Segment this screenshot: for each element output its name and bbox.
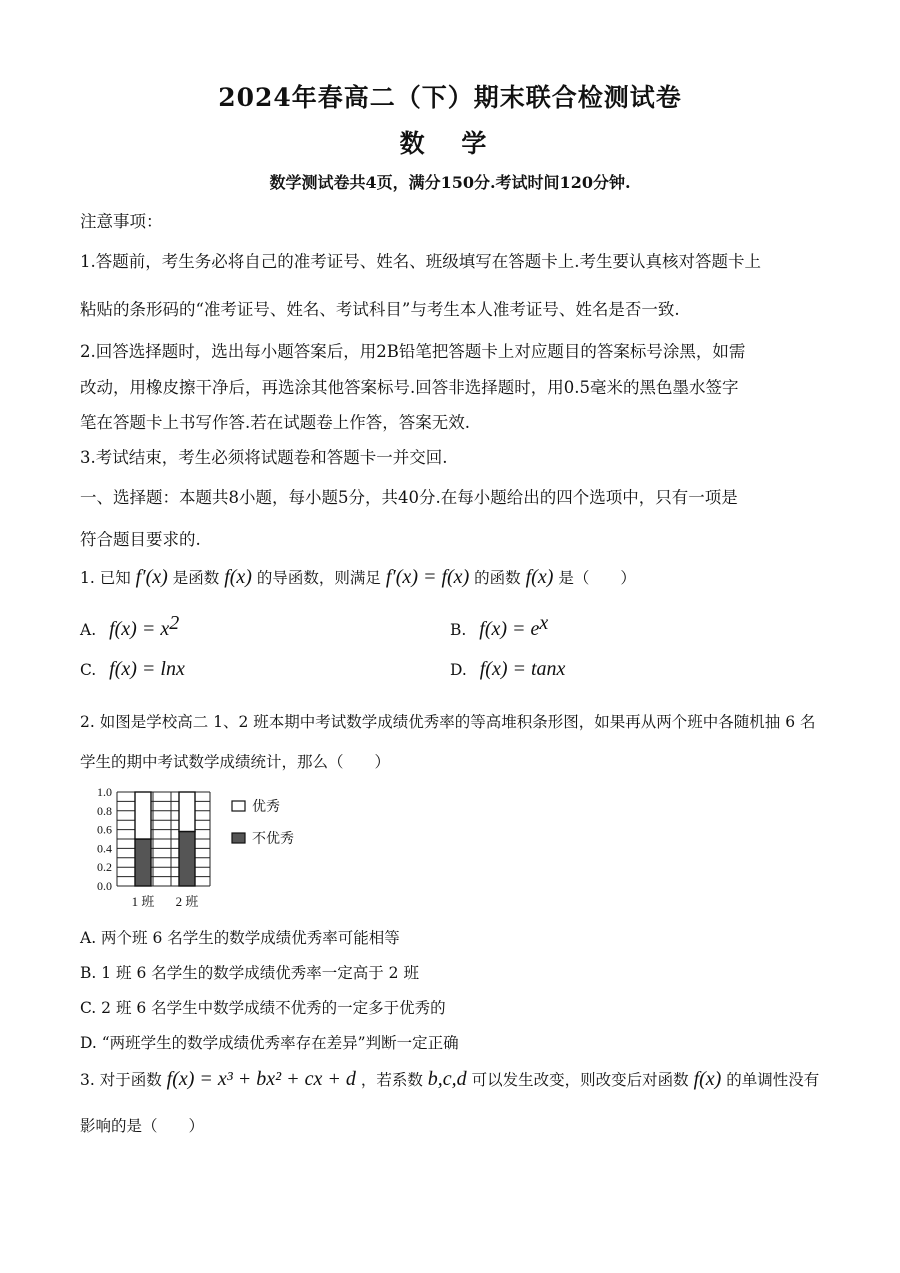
option-expr: f(x) = tanx [479,658,566,680]
option-sup: x [539,612,549,634]
option-expr: f(x) = x [109,618,170,641]
q2-option-c: C. 2 班 6 名学生中数学成绩不优秀的一定多于优秀的 [80,999,446,1017]
chart-grid [117,792,210,886]
exam-title: 2024年春高二（下）期末联合检测试卷 [218,83,682,112]
q2-option-b: B. 1 班 6 名学生的数学成绩优秀率一定高于 2 班 [80,964,419,982]
option-sup: 2 [169,612,180,634]
legend-label: 不优秀 [252,832,294,847]
notice-item-2-line-3: 笔在答题卡上书写作答.若在试题卷上作答，答案无效. [80,413,470,432]
q3-text-2: ，若系数 [360,1071,423,1089]
q3-text-3: 可以发生改变，则改变后对函数 [471,1071,689,1089]
y-tick-label: 1.0 [97,785,112,799]
legend-swatch [232,833,245,843]
bar-segment-excellent [135,792,151,839]
section-1-line-1: 一、选择题：本题共8小题，每小题5分，共40分.在每小题给出的四个选项中，只有一项是 [80,488,738,507]
notice-item-1-line-2: 粘贴的条形码的“准考证号、姓名、考试科目”与考生本人准考证号、姓名是否一致. [80,300,680,319]
notice-heading: 注意事项： [80,212,163,231]
q2-option-a: A. 两个班 6 名学生的数学成绩优秀率可能相等 [80,929,400,947]
option-expr: f(x) = e [479,618,540,641]
legend-label: 优秀 [252,800,280,815]
question-3-stem [80,1068,819,1091]
q1-text-3: 的导函数，则满足 [256,569,381,587]
notice-item-3: 3.考试结束，考生必须将试题卷和答题卡一并交回. [80,448,448,467]
y-tick-label: 0.2 [97,860,112,875]
bar-segment-not-excellent [179,831,195,886]
bar-segment-not-excellent [135,839,151,886]
question-1-stem [80,566,636,589]
exam-info: 数学测试卷共4页，满分150分.考试时间120分钟. [269,173,631,192]
option-label: A. [80,621,97,640]
notice-item-1-line-1: 1.答题前，考生务必将自己的准考证号、姓名、班级填写在答题卡上.考生要认真核对答题卡上 [80,252,761,271]
bar-segment-excellent [179,792,195,831]
chart-categories [132,894,199,909]
option-expr: f(x) = lnx [109,658,185,680]
q1-fprime: f′(x) [135,566,168,588]
category-label: 1 班 [131,894,155,909]
q2-option-d: D. “两班学生的数学成绩优秀率存在差异”判断一定正确 [80,1034,459,1052]
stacked-bar-chart [80,780,340,915]
y-tick-label: 0.4 [97,841,112,856]
option-label: D. [450,661,467,679]
y-tick-label: 0.8 [97,803,112,818]
chart-y-ticks [97,785,112,893]
q3-function: f(x) = x³ + bx² + cx + d [166,1068,356,1090]
legend-swatch [232,801,245,811]
q1-option-a [80,612,179,641]
notice-item-2-line-2: 改动，用橡皮擦干净后，再选涂其他答案标号.回答非选择题时，用0.5毫米的黑色墨水签字 [80,378,739,397]
q1-option-c [80,658,185,681]
q1-text-4: 的函数 [474,569,521,587]
question-3-stem-line-2: 影响的是（ ） [80,1117,205,1135]
question-2-stem-line-1: 2. 如图是学校高二 1、2 班本期中考试数学成绩优秀率的等高堆积条形图，如果再从两个班中各随机抽 6 名 [80,713,816,731]
q3-fx: f(x) [693,1068,722,1090]
q1-text-5: 是（ ） [558,569,636,587]
subject-title: 数 学 [399,129,501,158]
option-label: B. [450,621,467,640]
q1-fx-2: f(x) [525,566,554,588]
q1-equation: f′(x) = f(x) [385,566,470,588]
q3-coefficients: b,c,d [427,1068,467,1090]
q3-text-4: 的单调性没有 [726,1071,820,1089]
q1-text-1: 1. 已知 [80,569,131,587]
q1-option-d [450,658,565,681]
notice-item-2-line-1: 2.回答选择题时，选出每小题答案后，用2B铅笔把答题卡上对应题目的答案标号涂黑，如需 [80,342,746,361]
y-tick-label: 0.6 [97,822,112,837]
y-tick-label: 0.0 [97,879,112,893]
option-label: C. [80,661,97,679]
q1-option-b [450,612,548,641]
section-1-line-2: 符合题目要求的. [80,530,201,549]
category-label: 2 班 [175,894,199,909]
chart-legend [232,798,294,847]
q1-fx: f(x) [224,566,252,588]
q3-text-1: 3. 对于函数 [80,1071,162,1089]
question-2-stem-line-2: 学生的期中考试数学成绩统计，那么（ ） [80,753,391,771]
q1-text-2: 是函数 [172,569,220,587]
